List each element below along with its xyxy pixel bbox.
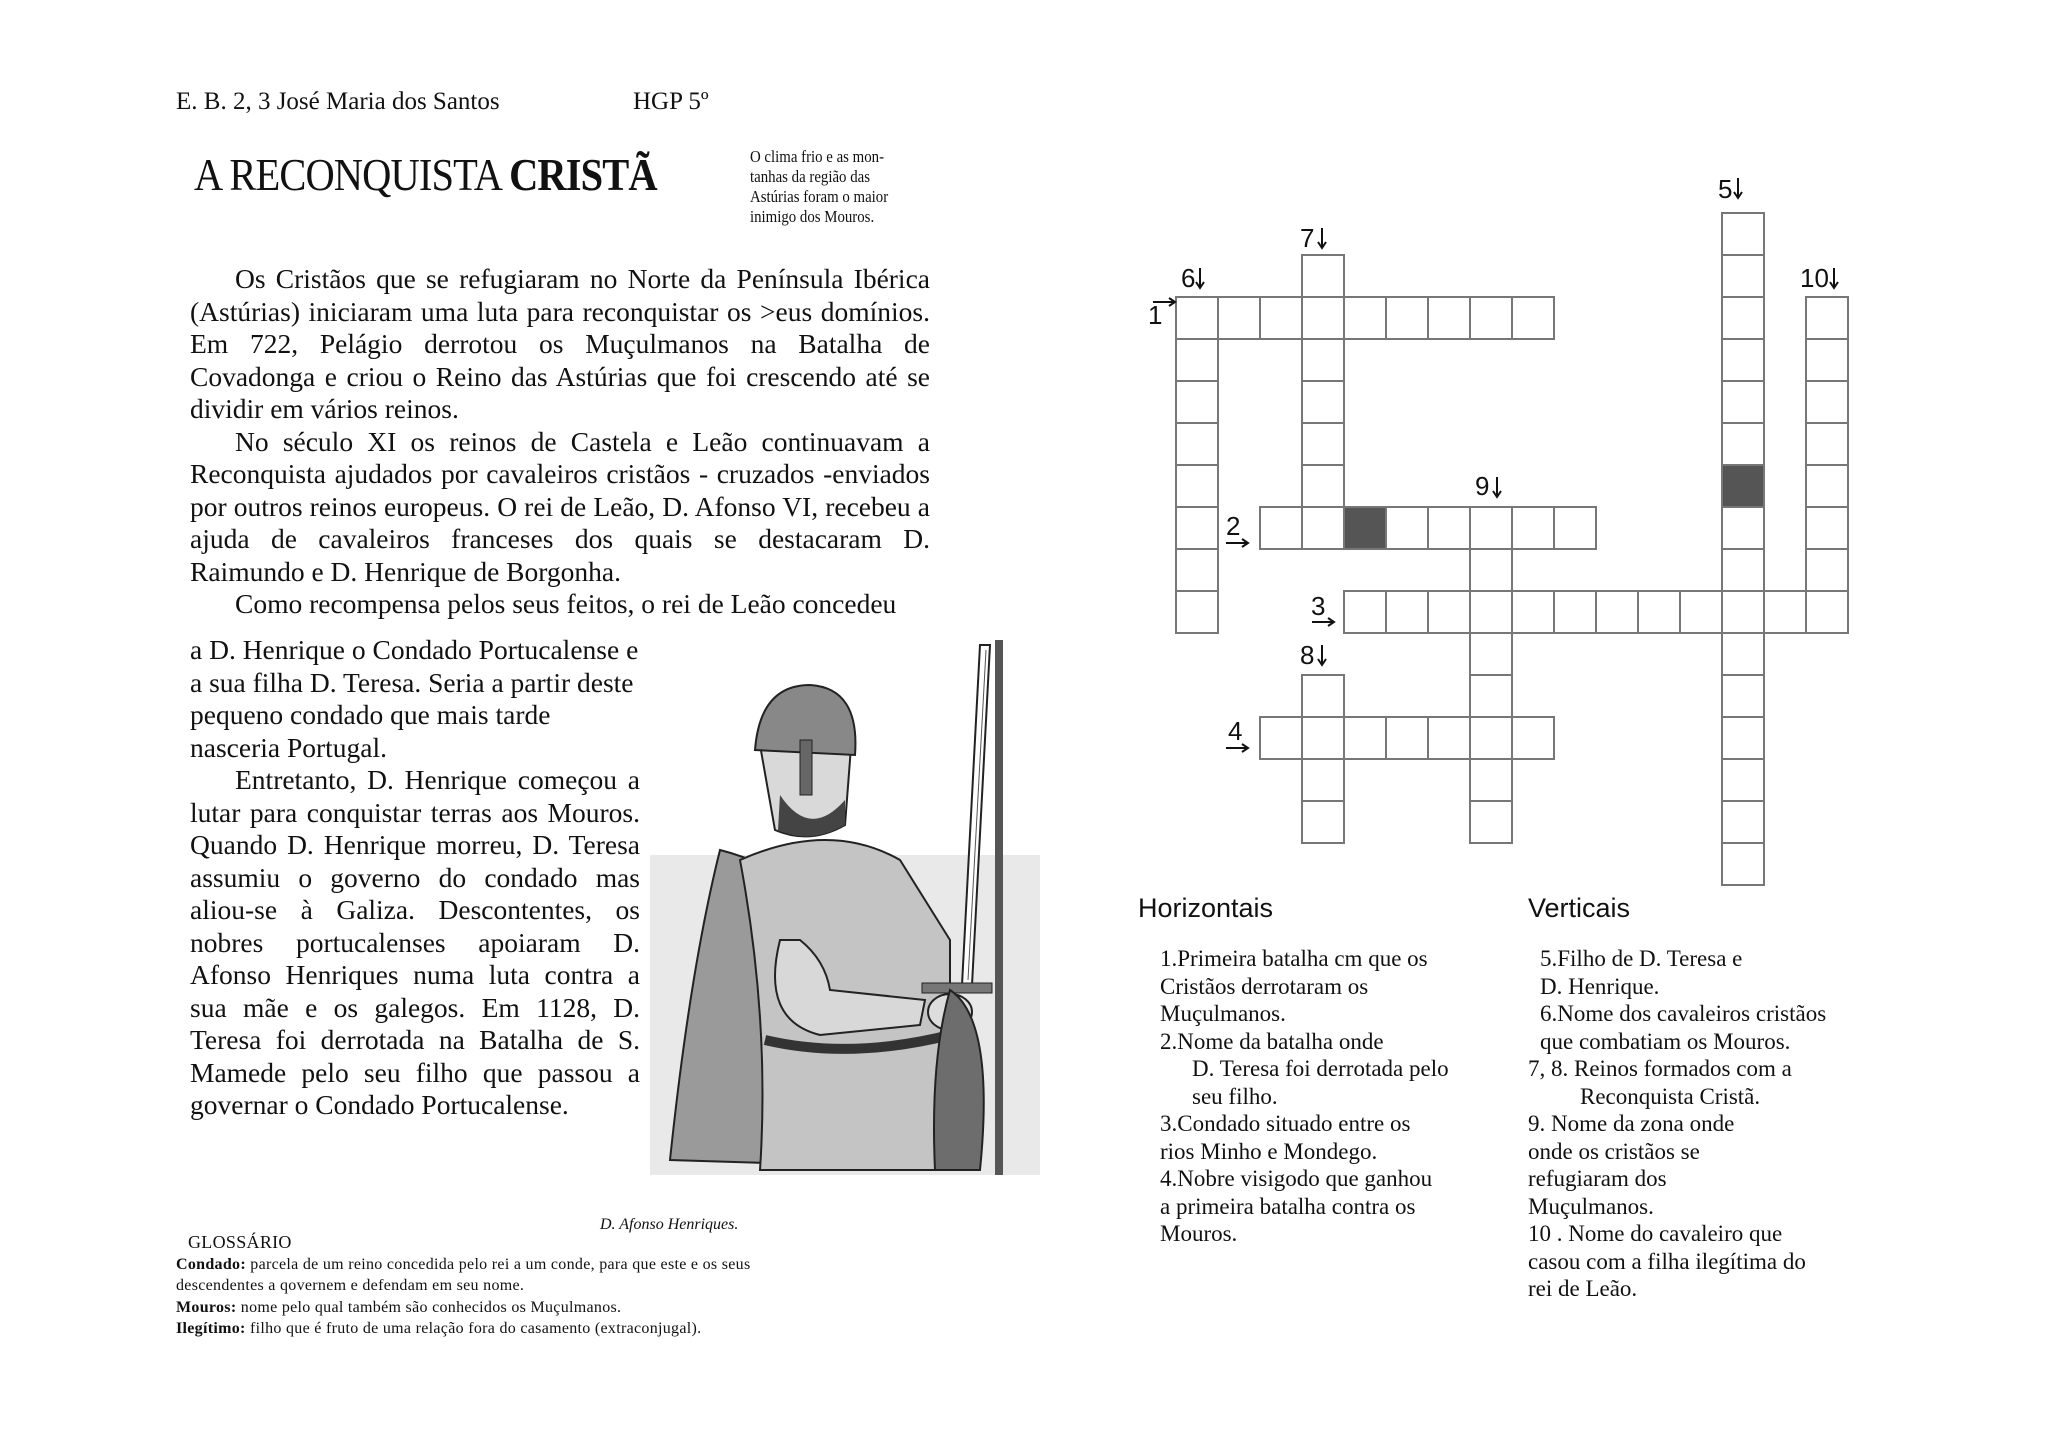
crossword-cell[interactable]: [1176, 549, 1218, 591]
page-title: [194, 148, 657, 201]
clue-number-3: 3: [1311, 591, 1326, 621]
crossword-cell[interactable]: [1386, 591, 1428, 633]
crossword-cell[interactable]: [1722, 843, 1764, 885]
clue-line: 2.Nome da batalha onde: [1160, 1028, 1384, 1054]
clue-line: que combatiam os Mouros.: [1540, 1028, 1791, 1054]
paragraph-2: No século XI os reinos de Castela e Leão continuavam a Reconquista ajudados por cavaleiros cristãos - cruzados -enviados por outros reinos europeus. O rei de Leão, D. Afonso VI, recebeu a ajuda de cavaleiros franceses dos quais se destacaram D. Raimundo e D. Henrique de Borgonha.: [190, 425, 930, 587]
clue-number-6: 6: [1181, 263, 1196, 293]
crossword-cell[interactable]: [1428, 507, 1470, 549]
clue-line: 1.Primeira batalha cm que os: [1160, 946, 1428, 971]
clue-line: 7, 8. Reinos formados com a: [1528, 1056, 1792, 1081]
crossword-cell[interactable]: [1806, 381, 1848, 423]
crossword-cell[interactable]: [1722, 717, 1764, 759]
crossword-cell[interactable]: [1260, 507, 1302, 549]
clue-line: seu filho.: [1192, 1083, 1278, 1109]
crossword-cell[interactable]: [1428, 717, 1470, 759]
crossword-cell[interactable]: [1722, 801, 1764, 843]
arrow-down-icon: [1830, 268, 1838, 288]
clue-line: rei de Leão.: [1528, 1276, 1638, 1301]
crossword-cell[interactable]: [1302, 465, 1344, 507]
paragraph-4: Entretanto, D. Henrique começou a lutar para conquistar terras aos Mouros. Quando D. Henrique morreu, D. Teresa assumiu o governo do condado mas aliou-se à Galiza. Descontentes, os nobres portucalenses apoiaram D. Afonso Henriques numa luta contra a sua mãe e os galegos. Em 1128, D. Teresa foi derrotada na Batalha de S. Mamede pelo seu filho que passou a governar o Condado Portucalense.: [190, 764, 640, 1120]
glossary-term: Mouros:: [176, 1298, 237, 1316]
verticais-clues: [1528, 945, 1826, 1303]
crossword-cell[interactable]: [1806, 507, 1848, 549]
clue-line: D. Teresa foi derrotada pelo: [1192, 1056, 1449, 1081]
crossword-cell[interactable]: [1554, 591, 1596, 633]
glossary-term: Condado:: [176, 1255, 246, 1273]
crossword-cell[interactable]: [1386, 297, 1428, 339]
glossary-definition: parcela de um reino concedida pelo rei a um conde, para que este e os seus descendentes a qovernem e defendam em seu nome.: [176, 1255, 751, 1294]
clue-line: D. Henrique.: [1540, 973, 1660, 999]
clue-number-2: 2: [1226, 511, 1241, 541]
crossword-cell[interactable]: [1512, 717, 1554, 759]
clue-line: Cristãos derrotaram os: [1160, 973, 1369, 999]
crossword-cell[interactable]: [1722, 591, 1764, 633]
clue-line: rios Minho e Mondego.: [1160, 1138, 1378, 1164]
crossword-blocked-cell: [1344, 507, 1386, 549]
glossary-item-mouros: [176, 1297, 836, 1319]
crossword-cell[interactable]: [1386, 507, 1428, 549]
glossary-definition: nome pelo qual também são conhecidos os Muçulmanos.: [236, 1298, 622, 1316]
crossword-cell[interactable]: [1722, 675, 1764, 717]
crossword-cell[interactable]: [1596, 591, 1638, 633]
crossword-cell[interactable]: [1806, 423, 1848, 465]
crossword-cell[interactable]: [1512, 507, 1554, 549]
body-text-bottom: [190, 634, 640, 1122]
crossword-cell[interactable]: [1470, 507, 1512, 549]
crossword-cell[interactable]: [1302, 423, 1344, 465]
clue-line: 9. Nome da zona onde: [1528, 1111, 1735, 1136]
clue-line: 10 . Nome do cavaleiro que: [1528, 1221, 1783, 1246]
crossword-cell[interactable]: [1470, 717, 1512, 759]
school-name: E. B. 2, 3 José Maria dos Santos: [176, 88, 500, 115]
crossword-cell[interactable]: [1470, 549, 1512, 591]
clue-line: 3.Condado situado entre os: [1160, 1111, 1411, 1136]
arrow-down-icon: [1196, 268, 1204, 288]
glossary: [176, 1232, 836, 1340]
crossword-cell[interactable]: [1512, 591, 1554, 633]
crossword-cell[interactable]: [1344, 591, 1386, 633]
knight-illustration: [650, 640, 1040, 1175]
crossword-cell[interactable]: [1806, 297, 1848, 339]
illustration-caption: D. Afonso Henriques.: [600, 1216, 739, 1233]
glossary-item-condado: [176, 1254, 836, 1297]
crossword-cell[interactable]: [1302, 801, 1344, 843]
crossword-blocked-cell: [1722, 465, 1764, 507]
horizontais-clues: [1160, 945, 1449, 1248]
horizontais-heading: Horizontais: [1138, 893, 1274, 923]
clue-line: Reconquista Cristã.: [1580, 1083, 1761, 1109]
crossword-cell[interactable]: [1176, 297, 1218, 339]
crossword-cell[interactable]: [1302, 507, 1344, 549]
clue-line: onde os cristãos se: [1528, 1138, 1700, 1164]
glossary-term: Ilegítimo:: [176, 1320, 246, 1337]
crossword-cell[interactable]: [1722, 633, 1764, 675]
clue-line: 5.Filho de D. Teresa e: [1540, 946, 1743, 971]
crossword-cell[interactable]: [1470, 297, 1512, 339]
crossword-cell[interactable]: [1512, 297, 1554, 339]
clue-number-7: 7: [1300, 223, 1315, 253]
clue-line: Muçulmanos.: [1528, 1193, 1654, 1219]
crossword-cell[interactable]: [1302, 255, 1344, 297]
clue-line: Muçulmanos.: [1160, 1001, 1286, 1026]
crossword-cell[interactable]: [1176, 381, 1218, 423]
glossary-item-ilegitimo: [176, 1318, 836, 1340]
crossword-cell[interactable]: [1638, 591, 1680, 633]
crossword-cell[interactable]: [1722, 297, 1764, 339]
crossword-cell[interactable]: [1806, 591, 1848, 633]
crossword-cell[interactable]: [1470, 591, 1512, 633]
crossword-cell[interactable]: [1722, 339, 1764, 381]
crossword-cell[interactable]: [1302, 339, 1344, 381]
clue-line: 6.Nome dos cavaleiros cristãos: [1540, 1001, 1827, 1026]
crossword-cell[interactable]: [1260, 297, 1302, 339]
arrow-down-icon: [1493, 477, 1501, 497]
crossword-cell[interactable]: [1302, 675, 1344, 717]
body-text-top: [190, 263, 930, 621]
crossword-cell[interactable]: [1302, 297, 1344, 339]
title-normal: A RECONQUISTA: [194, 149, 510, 200]
clue-number-8: 8: [1300, 640, 1315, 670]
clue-number-10: 10: [1800, 263, 1829, 293]
crossword-cell[interactable]: [1302, 759, 1344, 801]
crossword-cell[interactable]: [1806, 465, 1848, 507]
crossword-cell[interactable]: [1722, 381, 1764, 423]
crossword-cell[interactable]: [1806, 339, 1848, 381]
crossword-cell[interactable]: [1722, 759, 1764, 801]
crossword-cell[interactable]: [1806, 549, 1848, 591]
crossword-cells: [1176, 213, 1848, 885]
crossword-cell[interactable]: [1428, 297, 1470, 339]
clue-line: casou com a filha ilegítima do: [1528, 1248, 1806, 1274]
crossword-cell[interactable]: [1470, 633, 1512, 675]
crossword-cell[interactable]: [1260, 717, 1302, 759]
clue-line: Mouros.: [1160, 1221, 1238, 1246]
crossword-cell[interactable]: [1470, 675, 1512, 717]
crossword-cell[interactable]: [1764, 591, 1806, 633]
glossary-definition: filho que é fruto de uma relação fora do casamento (extraconjugal).: [245, 1320, 702, 1337]
crossword-cell[interactable]: [1302, 717, 1344, 759]
crossword-cell[interactable]: [1176, 465, 1218, 507]
crossword-cell[interactable]: [1386, 717, 1428, 759]
paragraph-3-start: Como recompensa pelos seus feitos, o rei de Leão concedeu: [235, 588, 897, 619]
clue-number-4: 4: [1228, 716, 1243, 746]
paragraph-3-end: a D. Henrique o Condado Portucalense e a sua filha D. Teresa. Seria a partir deste pequeno condado que mais tarde nasceria Portugal.: [190, 634, 639, 763]
crossword-cell[interactable]: [1722, 507, 1764, 549]
clue-line: refugiaram dos: [1528, 1166, 1667, 1191]
crossword-cell[interactable]: [1722, 255, 1764, 297]
arrow-down-icon: [1734, 178, 1742, 198]
crossword-cell[interactable]: [1218, 297, 1260, 339]
clue-number-5: 5: [1718, 174, 1733, 204]
paragraph-1: Os Cristãos que se refugiaram no Norte da Península Ibérica (Astúrias) iniciaram uma luta para reconquistar os >eus domínios. Em 722, Pelágio derrotou os Muçulmanos na Batalha de Covadonga e criou o Reino das Astúrias que foi crescendo até se dividir em vários reinos.: [190, 263, 930, 424]
crossword-cell[interactable]: [1470, 801, 1512, 843]
verticais-heading: Verticais: [1528, 893, 1631, 923]
crossword-cell[interactable]: [1176, 507, 1218, 549]
crossword-cell[interactable]: [1344, 717, 1386, 759]
clue-number-9: 9: [1475, 471, 1490, 501]
crossword-grid[interactable]: [1100, 160, 1860, 900]
crossword-cell[interactable]: [1470, 759, 1512, 801]
crossword-cell[interactable]: [1344, 297, 1386, 339]
glossary-title: GLOSSÁRIO: [188, 1232, 292, 1252]
clue-line: 4.Nobre visigodo que ganhou: [1160, 1166, 1433, 1191]
crossword-cell[interactable]: [1428, 591, 1470, 633]
crossword-cell[interactable]: [1176, 339, 1218, 381]
crossword-cell[interactable]: [1554, 507, 1596, 549]
subject-label: HGP 5º: [633, 88, 709, 115]
side-note: O clima frio e as mon-tanhas da região das Astúrias foram o maior inimigo dos Mouros.: [750, 147, 889, 226]
crossword-cell[interactable]: [1722, 549, 1764, 591]
clue-number-1: 1: [1148, 300, 1163, 330]
crossword-cell[interactable]: [1722, 213, 1764, 255]
arrow-down-icon: [1318, 645, 1326, 665]
crossword-cell[interactable]: [1302, 381, 1344, 423]
crossword-cell[interactable]: [1176, 423, 1218, 465]
crossword-cell[interactable]: [1722, 423, 1764, 465]
crossword-cell[interactable]: [1176, 591, 1218, 633]
title-bold: CRISTÃ: [509, 149, 657, 200]
clue-line: a primeira batalha contra os: [1160, 1193, 1416, 1219]
crossword-cell[interactable]: [1680, 591, 1722, 633]
arrow-down-icon: [1318, 228, 1326, 248]
